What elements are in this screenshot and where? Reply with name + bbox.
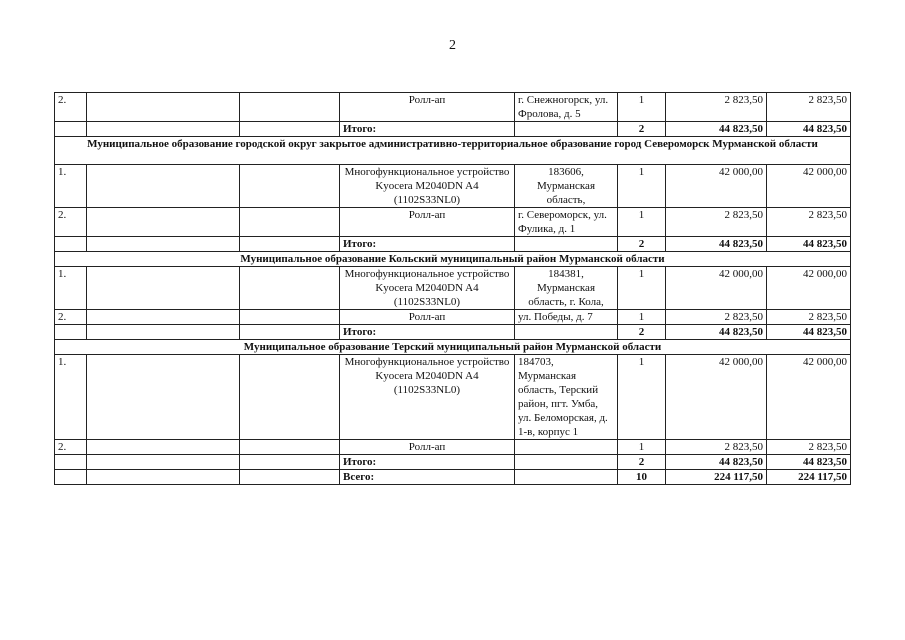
subtotal-sum: 44 823,50 — [767, 122, 851, 137]
unit-price: 2 823,50 — [666, 208, 767, 237]
subtotal-row — [55, 237, 851, 252]
quantity: 1 — [618, 267, 666, 310]
quantity: 1 — [618, 165, 666, 208]
section-header — [55, 137, 851, 165]
subtotal-price: 44 823,50 — [666, 237, 767, 252]
address: ул. Победы, д. 7 — [515, 310, 618, 325]
table-row — [55, 165, 851, 208]
section-header — [55, 252, 851, 267]
address: 183606, Мурманская область, — [515, 165, 618, 208]
row-sum: 42 000,00 — [767, 267, 851, 310]
table-row — [55, 93, 851, 122]
row-number: 2. — [55, 440, 87, 455]
item-name: Ролл-ап — [340, 93, 515, 122]
subtotal-row — [55, 455, 851, 470]
table-row — [55, 310, 851, 325]
unit-price: 42 000,00 — [666, 165, 767, 208]
row-sum: 2 823,50 — [767, 208, 851, 237]
unit-price: 2 823,50 — [666, 93, 767, 122]
subtotal-qty: 2 — [618, 122, 666, 137]
item-name: Многофункциональное устройство Kyocera M2040DN A4 (1102S33NL0) — [340, 355, 515, 440]
quantity: 1 — [618, 440, 666, 455]
equipment-table — [54, 92, 851, 485]
subtotal-row — [55, 325, 851, 340]
row-sum: 2 823,50 — [767, 93, 851, 122]
row-sum: 42 000,00 — [767, 165, 851, 208]
subtotal-label: Итого: — [340, 237, 515, 252]
table-row — [55, 440, 851, 455]
section-title: Муниципальное образование городской округ закрытое административно-территориальное образование город Североморск Мурманской области — [55, 137, 851, 165]
quantity: 1 — [618, 355, 666, 440]
subtotal-price: 44 823,50 — [666, 455, 767, 470]
address: 184703, Мурманская область, Терский район, пгт. Умба, ул. Беломорская, д. 1-в, корпус 1 — [515, 355, 618, 440]
unit-price: 2 823,50 — [666, 440, 767, 455]
address: г. Снежногорск, ул. Фролова, д. 5 — [515, 93, 618, 122]
row-number: 2. — [55, 208, 87, 237]
item-name: Многофункциональное устройство Kyocera M2040DN A4 (1102S33NL0) — [340, 165, 515, 208]
unit-price: 42 000,00 — [666, 355, 767, 440]
quantity: 1 — [618, 208, 666, 237]
total-qty: 10 — [618, 470, 666, 485]
item-name: Ролл-ап — [340, 310, 515, 325]
row-sum: 2 823,50 — [767, 310, 851, 325]
total-sum: 224 117,50 — [767, 470, 851, 485]
subtotal-sum: 44 823,50 — [767, 325, 851, 340]
total-label: Всего: — [340, 470, 515, 485]
unit-price: 42 000,00 — [666, 267, 767, 310]
quantity: 1 — [618, 310, 666, 325]
subtotal-qty: 2 — [618, 325, 666, 340]
unit-price: 2 823,50 — [666, 310, 767, 325]
subtotal-qty: 2 — [618, 237, 666, 252]
subtotal-price: 44 823,50 — [666, 122, 767, 137]
subtotal-label: Итого: — [340, 325, 515, 340]
document-end-divider — [348, 484, 582, 485]
subtotal-price: 44 823,50 — [666, 325, 767, 340]
subtotal-label: Итого: — [340, 122, 515, 137]
table-row — [55, 267, 851, 310]
section-header — [55, 340, 851, 355]
section-title: Муниципальное образование Терский муниципальный район Мурманской области — [55, 340, 851, 355]
page-number: 2 — [449, 38, 456, 53]
row-number: 1. — [55, 165, 87, 208]
quantity: 1 — [618, 93, 666, 122]
subtotal-row — [55, 122, 851, 137]
subtotal-qty: 2 — [618, 455, 666, 470]
address: г. Североморск, ул. Фулика, д. 1 — [515, 208, 618, 237]
table-row — [55, 355, 851, 440]
total-price: 224 117,50 — [666, 470, 767, 485]
address: 184381, Мурманская область, г. Кола, — [515, 267, 618, 310]
row-number: 2. — [55, 310, 87, 325]
total-row — [55, 470, 851, 485]
subtotal-sum: 44 823,50 — [767, 455, 851, 470]
row-sum: 2 823,50 — [767, 440, 851, 455]
address — [515, 440, 618, 455]
subtotal-sum: 44 823,50 — [767, 237, 851, 252]
row-sum: 42 000,00 — [767, 355, 851, 440]
section-title: Муниципальное образование Кольский муниципальный район Мурманской области — [55, 252, 851, 267]
item-name: Многофункциональное устройство Kyocera M2040DN A4 (1102S33NL0) — [340, 267, 515, 310]
row-number: 2. — [55, 93, 87, 122]
table-row — [55, 208, 851, 237]
row-number: 1. — [55, 355, 87, 440]
item-name: Ролл-ап — [340, 208, 515, 237]
item-name: Ролл-ап — [340, 440, 515, 455]
row-number: 1. — [55, 267, 87, 310]
subtotal-label: Итого: — [340, 455, 515, 470]
